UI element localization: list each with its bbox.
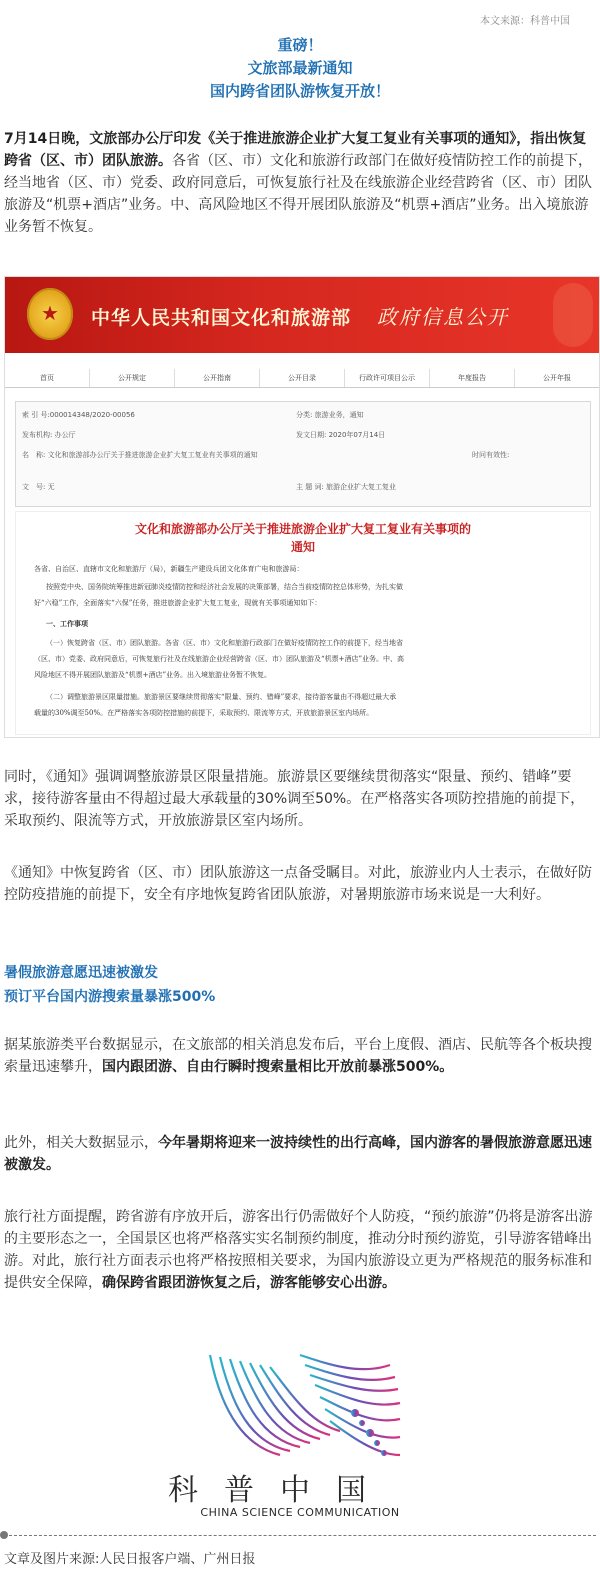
gov-info-subtitle: 政府信息公开 <box>377 305 509 329</box>
logo-english-text: CHINA SCIENCE COMMUNICATION <box>200 1506 400 1519</box>
paragraph-4-bold: 国内跟团游、自由行瞬时搜索量相比开放前暴涨500%。 <box>102 1059 454 1075</box>
doc-title-line-1: 文化和旅游部办公厅关于推进旅游企业扩大复工复业有关事项的 <box>134 522 471 536</box>
gov-banner <box>5 277 599 353</box>
paragraph-6-text: 旅行社方面提醒，跨省游有序放开后，游客出行仍需做好个人防疫，“预约旅游”仍将是游客出游的主要形态之一，全国景区也将严格落实实名制预约制度，推动分时预约游览，引导游客错峰出游。对此，旅行社方面表示也将严格按照相关要求，为国内旅游设立更为严格规范的服务标准和提供安全保障， <box>4 1209 593 1291</box>
intro-paragraph <box>4 128 596 238</box>
section-title-line-2: 预订平台国内游搜索量暴涨500% <box>4 989 216 1005</box>
divider <box>4 1535 596 1536</box>
gov-nav-annual: 公开年报 <box>543 374 571 382</box>
paragraph-5-bold: 今年暑期将迎来一波持续性的出行高峰，国内游客的暑假旅游意愿迅速被激发。 <box>4 1135 592 1173</box>
doc-line: 各省、自治区、直辖市文化和旅游厅（局），新疆生产建设兵团文化体育广电和旅游局： <box>34 565 304 573</box>
headline <box>0 34 600 103</box>
doc-line: 一、工作事项 <box>46 619 88 628</box>
meta-effective: 时问有效性: <box>472 451 510 459</box>
paragraph-4 <box>4 1034 596 1078</box>
doc-title <box>16 520 590 556</box>
doc-line: （二）调整旅游景区限量措施。旅游景区要继续贯彻落实“限量、预约、错峰”要求，接待游客量由不得超过最大承 <box>46 693 397 701</box>
doc-line: （区、市）党委、政府同意后，可恢复旅行社及在线旅游企业经营跨省（区、市）团队旅游及“机票+酒店”业务。中、高 <box>34 655 405 663</box>
banner-ornament-icon <box>553 283 593 347</box>
intro-bold-text: 7月14日晚，文旅部办公厅印发《关于推进旅游企业扩大复工复业有关事项的通知》，指出恢复跨省（区、市）团队旅游。 <box>4 131 587 169</box>
paragraph-2: 同时，《通知》强调调整旅游景区限量措施。旅游景区要继续贯彻落实“限量、预约、错峰”要求，接待游客量由不得超过最大承载量的30%调至50%。在严格落实各项防控措施的前提下，采取预约、限流等方式，开放旅游景区室内场所。 <box>4 769 585 829</box>
paragraph-6 <box>4 1206 596 1294</box>
meta-doc-no: 文 号: 无 <box>22 483 55 491</box>
gov-nav-rules: 公开规定 <box>90 369 175 387</box>
gov-doc-body <box>15 511 591 735</box>
paragraph-6-bold: 确保跨省跟团游恢复之后，游客能够安心出游。 <box>102 1275 396 1291</box>
gov-nav-home: 首页 <box>5 369 90 387</box>
doc-line: 好“六稳”工作，全面落实“六保”任务，推进旅游企业扩大复工复业，现就有关事项通知如下： <box>34 599 322 607</box>
meta-keywords: 主 题 词: 旅游企业扩大复工复业 <box>296 483 397 491</box>
source-label-top: 本文来源：科普中国 <box>480 16 570 27</box>
gov-meta-table <box>15 401 591 507</box>
national-emblem-icon: ★ <box>27 288 73 340</box>
source-label-bottom: 文章及图片来源:人民日报客户端、广州日报 <box>4 1552 256 1567</box>
intro-text: 各省（区、市）文化和旅游行政部门在做好疫情防控工作的前提下，经当地省（区、市）党委、政府同意后，可恢复旅行社及在线旅游企业经营跨省（区、市）团队旅游及“机票+酒店”业务。中、高风险地区不得开展团队旅游及“机票+酒店”业务。出入境旅游业务暂不恢复。 <box>4 153 592 235</box>
meta-name: 名 称: 文化和旅游部办公厅关于推进旅游企业扩大复工复业有关事项的通知 <box>22 451 258 459</box>
doc-line: （一）恢复跨省（区、市）团队旅游。各省（区、市）文化和旅游行政部门在做好疫情防控工作的前提下，经当地省 <box>46 639 403 647</box>
paragraph-4-text: 据某旅游类平台数据显示，在文旅部的相关消息发布后，平台上度假、酒店、民航等各个板块搜索量迅速攀升， <box>4 1037 592 1075</box>
gov-nav-bar <box>5 369 599 388</box>
gov-nav-guide: 公开指南 <box>175 369 260 387</box>
doc-title-line-2: 通知 <box>290 540 315 554</box>
doc-line: 按照党中央、国务院统筹推进新冠肺炎疫情防控和经济社会发展的决策部署，结合当前疫情防控总体形势，为扎实做 <box>46 583 403 591</box>
paragraph-5-text: 此外，相关大数据显示， <box>4 1135 158 1151</box>
section-title-line-1: 暑假旅游意愿迅速被激发 <box>4 965 158 981</box>
meta-publisher: 发布机构: 办公厅 <box>22 431 76 439</box>
gov-notice-screenshot <box>4 276 600 738</box>
doc-line: 载量的30%调至50%。在严格落实各项防控措施的前提下，采取预约、限流等方式，开放旅游景区室内场所。 <box>34 709 374 717</box>
meta-index-no: 索 引 号:000014348/2020-00056 <box>22 411 135 419</box>
gov-nav-license: 行政许可项目公示 <box>345 369 430 387</box>
gov-ministry-title: 中华人民共和国文化和旅游部 <box>91 307 352 329</box>
headline-line-1: 重磅！ <box>277 36 323 54</box>
meta-pub-date: 发文日期: 2020年07月14日 <box>296 431 386 439</box>
headline-line-2: 文旅部最新通知 <box>247 59 353 77</box>
logo-chinese-text: 科普中国 <box>168 1473 392 1508</box>
gov-nav-catalog: 公开目录 <box>260 369 345 387</box>
paragraph-5 <box>4 1132 596 1176</box>
gov-nav-annual-report: 年度报告 <box>430 369 515 387</box>
meta-category: 分类: 旅游业务，通知 <box>296 411 364 419</box>
doc-line: 风险地区不得开展团队旅游及“机票+酒店”业务。出入境旅游业务暂不恢复。 <box>34 671 272 679</box>
paragraph-3: 《通知》中恢复跨省（区、市）团队旅游这一点备受瞩目。对此，旅游业内人士表示，在做好防控防疫措施的前提下，安全有序地恢复跨省团队旅游，对暑期旅游市场来说是一大利好。 <box>4 865 592 903</box>
headline-line-3: 国内跨省团队游恢复开放！ <box>209 82 390 100</box>
